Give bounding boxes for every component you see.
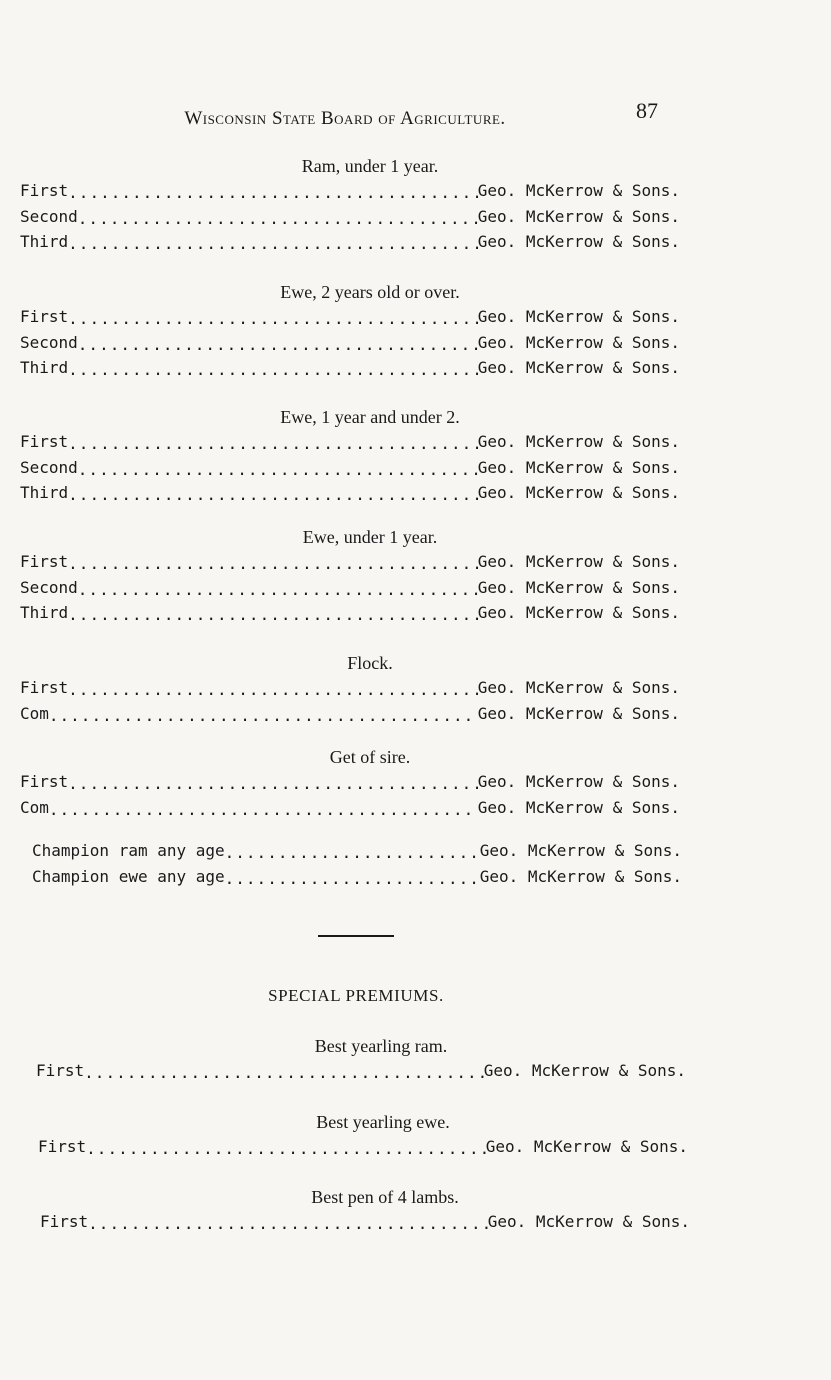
section-heading: Ewe, 2 years old or over. — [280, 282, 460, 302]
award-place: First — [20, 181, 69, 200]
premium-section — [20, 745, 680, 820]
premium-section — [20, 405, 680, 506]
award-place: First — [20, 772, 69, 791]
exhibitor-name: Geo. McKerrow & Sons. — [477, 703, 680, 723]
exhibitor-name: Geo. McKerrow & Sons. — [477, 206, 680, 226]
exhibitor-name: Geo. McKerrow & Sons. — [477, 772, 680, 791]
award-row — [20, 178, 680, 204]
award-row — [20, 229, 680, 255]
award-row — [20, 330, 680, 356]
award-row — [20, 455, 680, 481]
award-place: First — [20, 552, 69, 571]
award-place: Third — [20, 232, 69, 251]
award-place: Second — [20, 332, 78, 352]
exhibitor-name: Geo. McKerrow & Sons. — [477, 181, 680, 200]
award-place: First — [36, 1061, 85, 1080]
exhibitor-name: Geo. McKerrow & Sons. — [477, 432, 680, 451]
dot-leader — [78, 577, 478, 603]
exhibitor-name: Geo. McKerrow & Sons. — [477, 457, 680, 477]
section-heading: Ewe, under 1 year. — [302, 527, 438, 547]
exhibitor-name: Geo. McKerrow & Sons. — [477, 552, 680, 571]
award-row — [20, 429, 680, 455]
dot-leader — [68, 180, 478, 206]
award-row — [20, 480, 680, 506]
page-number: 87 — [636, 98, 658, 123]
section-heading: Flock. — [347, 653, 393, 673]
award-row — [20, 675, 680, 701]
award-place: Com — [20, 703, 49, 723]
dot-leader — [86, 1136, 486, 1162]
dot-leader — [225, 840, 480, 866]
exhibitor-name: Geo. McKerrow & Sons. — [477, 678, 680, 697]
dot-leader — [68, 231, 478, 257]
dot-leader — [68, 771, 478, 797]
exhibitor-name: Geo. McKerrow & Sons. — [483, 1061, 686, 1080]
premium-section — [20, 525, 680, 626]
exhibitor-name: Geo. McKerrow & Sons. — [477, 577, 680, 597]
award-place: Champion ewe any age — [32, 866, 225, 886]
award-row — [20, 204, 680, 230]
award-place: Com — [20, 797, 49, 817]
exhibitor-name: Geo. McKerrow & Sons. — [477, 307, 680, 326]
dot-leader — [68, 677, 478, 703]
exhibitor-name: Geo. McKerrow & Sons. — [477, 232, 680, 251]
dot-leader — [68, 431, 478, 457]
section-heading: Ram, under 1 year. — [301, 156, 439, 176]
award-place: Second — [20, 206, 78, 226]
champion-section — [32, 838, 682, 889]
award-place: Third — [20, 603, 69, 622]
award-place: First — [20, 307, 69, 326]
award-row — [40, 1209, 690, 1235]
exhibitor-name: Geo. McKerrow & Sons. — [477, 797, 680, 817]
exhibitor-name: Geo. McKerrow & Sons. — [477, 483, 680, 502]
section-heading: Best pen of 4 lambs. — [311, 1187, 459, 1207]
exhibitor-name: Geo. McKerrow & Sons. — [477, 358, 680, 377]
award-row — [20, 355, 680, 381]
award-row — [20, 701, 680, 727]
award-place: Champion ram any age — [32, 841, 225, 860]
exhibitor-name: Geo. McKerrow & Sons. — [485, 1137, 688, 1156]
premium-section — [40, 1185, 690, 1235]
dot-leader — [68, 602, 478, 628]
special-premiums-title-block — [36, 984, 686, 1008]
dot-leader — [84, 1060, 484, 1086]
dot-leader — [68, 551, 478, 577]
award-place: First — [38, 1137, 87, 1156]
award-place: First — [20, 678, 69, 697]
award-row — [20, 575, 680, 601]
exhibitor-name: Geo. McKerrow & Sons. — [479, 841, 682, 860]
award-row — [20, 769, 680, 795]
dot-leader — [68, 357, 478, 383]
dot-leader — [68, 306, 478, 332]
dot-leader — [78, 206, 478, 232]
special-premiums-title: SPECIAL PREMIUMS. — [268, 986, 444, 1005]
award-place: Second — [20, 457, 78, 477]
exhibitor-name: Geo. McKerrow & Sons. — [479, 866, 682, 886]
award-place: Third — [20, 358, 69, 377]
award-row — [20, 600, 680, 626]
section-heading: Ewe, 1 year and under 2. — [280, 407, 460, 427]
award-row — [20, 549, 680, 575]
premium-section — [20, 154, 680, 255]
award-place: First — [20, 432, 69, 451]
award-row — [32, 864, 682, 890]
exhibitor-name: Geo. McKerrow & Sons. — [477, 603, 680, 622]
award-place: Second — [20, 577, 78, 597]
dot-leader — [78, 457, 478, 483]
premium-section — [20, 280, 680, 381]
award-row — [38, 1134, 688, 1160]
award-place: First — [40, 1212, 89, 1231]
running-head: Wisconsin State Board of Agriculture. — [184, 108, 506, 129]
premium-section — [36, 1034, 686, 1084]
dot-leader — [49, 703, 478, 729]
award-row — [36, 1058, 686, 1084]
dot-leader — [49, 797, 478, 823]
award-row — [20, 304, 680, 330]
award-row — [32, 838, 682, 864]
section-divider — [318, 935, 394, 937]
dot-leader — [225, 866, 480, 892]
section-heading: Get of sire. — [329, 747, 411, 767]
dot-leader — [68, 482, 478, 508]
premium-section — [20, 651, 680, 726]
section-heading: Best yearling ewe. — [316, 1112, 450, 1132]
exhibitor-name: Geo. McKerrow & Sons. — [487, 1212, 690, 1231]
award-row — [20, 795, 680, 821]
exhibitor-name: Geo. McKerrow & Sons. — [477, 332, 680, 352]
award-place: Third — [20, 483, 69, 502]
dot-leader — [78, 332, 478, 358]
premium-section — [38, 1110, 688, 1160]
section-heading: Best yearling ram. — [314, 1036, 448, 1056]
dot-leader — [88, 1211, 488, 1237]
